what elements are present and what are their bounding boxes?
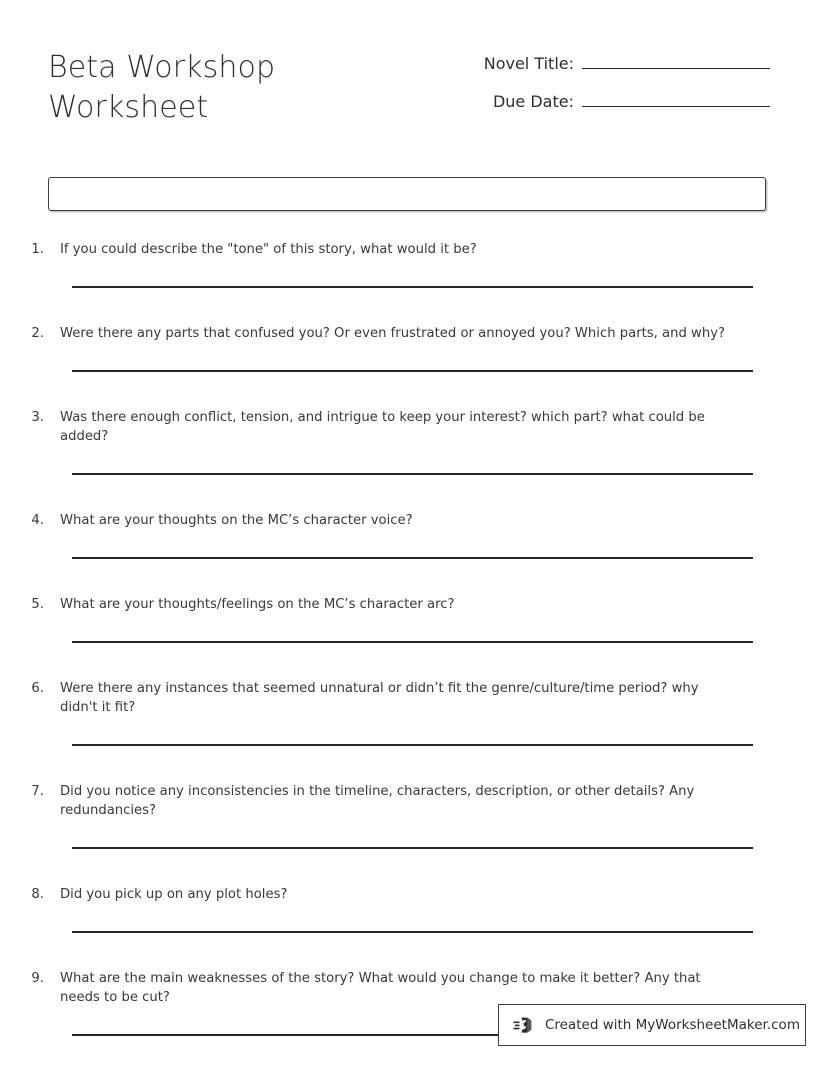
due-date-input[interactable]	[582, 87, 770, 107]
question-item-5	[0, 595, 816, 679]
question-item-1	[0, 240, 816, 324]
question-text: What are your thoughts/feelings on the MC’s character arc?	[60, 597, 455, 612]
question-number: 9.	[31, 971, 44, 986]
answer-line[interactable]	[72, 370, 753, 372]
question-text: Did you notice any inconsistencies in the timeline, characters, description, or other details? Any redundancies?	[60, 784, 695, 818]
question-item-3	[0, 408, 816, 511]
novel-title-field-row	[430, 49, 770, 87]
question-text: If you could describe the "tone" of this story, what would it be?	[60, 242, 477, 257]
question-number: 3.	[31, 410, 44, 425]
question-text: Were there any parts that confused you? Or even frustrated or annoyed you? Which parts, and why?	[60, 326, 726, 341]
question-number: 1.	[31, 242, 44, 257]
novel-title-label: Novel Title:	[483, 54, 574, 73]
worksheet-maker-logo-icon	[513, 1014, 535, 1036]
due-date-label: Due Date:	[492, 92, 574, 111]
question-number: 6.	[31, 681, 44, 696]
question-item-2	[0, 324, 816, 408]
question-text: What are your thoughts on the MC’s character voice?	[60, 513, 413, 528]
answer-line[interactable]	[72, 847, 753, 849]
due-date-field-row	[430, 87, 770, 125]
questions-list	[0, 240, 816, 1072]
answer-line[interactable]	[72, 557, 753, 559]
question-text: What are the main weaknesses of the story? What would you change to make it better? Any that needs to be cut?	[60, 971, 701, 1005]
novel-title-input[interactable]	[582, 49, 770, 69]
page-title-line-1: Beta Workshop	[48, 50, 276, 85]
question-number: 2.	[31, 326, 44, 341]
question-item-6	[0, 679, 816, 782]
page-title-line-2: Worksheet	[48, 90, 209, 125]
question-number: 7.	[31, 784, 44, 799]
question-item-8	[0, 885, 816, 969]
question-number: 8.	[31, 887, 44, 902]
answer-line[interactable]	[72, 286, 753, 288]
page-title	[48, 48, 448, 128]
question-text: Did you pick up on any plot holes?	[60, 887, 288, 902]
instructions-box[interactable]	[48, 177, 766, 211]
question-text: Was there enough conflict, tension, and intrigue to keep your interest? which part? what could be added?	[60, 410, 705, 444]
question-number: 4.	[31, 513, 44, 528]
answer-line[interactable]	[72, 931, 753, 933]
answer-line[interactable]	[72, 744, 753, 746]
worksheet-header	[0, 0, 816, 150]
question-item-4	[0, 511, 816, 595]
question-item-7	[0, 782, 816, 885]
question-number: 5.	[31, 597, 44, 612]
question-text: Were there any instances that seemed unnatural or didn’t fit the genre/culture/time period? why didn't it fit?	[60, 681, 699, 715]
answer-line[interactable]	[72, 641, 753, 643]
answer-line[interactable]	[72, 473, 753, 475]
header-fields	[430, 49, 770, 125]
watermark-text: Created with MyWorksheetMaker.com	[545, 1017, 800, 1033]
watermark-badge[interactable]	[498, 1004, 806, 1046]
